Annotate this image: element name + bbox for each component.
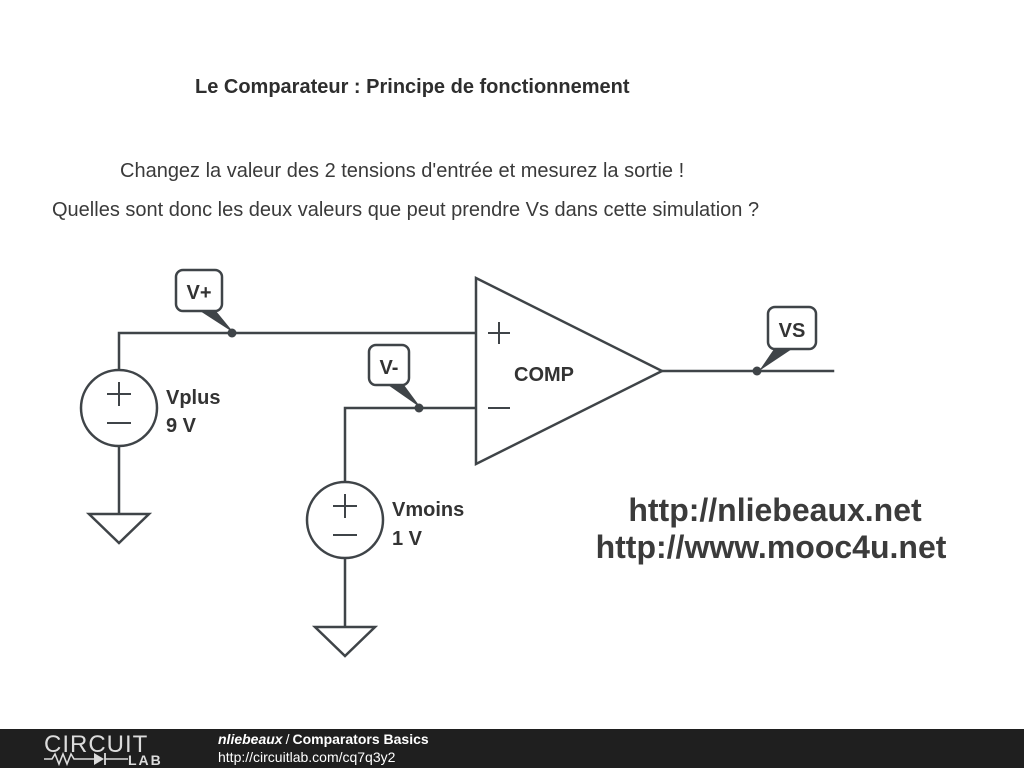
junction-dot <box>753 367 762 376</box>
probe-vplus[interactable] <box>176 270 234 333</box>
ground-icon <box>315 627 375 656</box>
footer-author[interactable]: nliebeaux <box>218 731 283 747</box>
vmoins-value[interactable]: 1 V <box>392 528 423 550</box>
vplus-value[interactable]: 9 V <box>166 415 197 437</box>
circuitlab-logo-bottom: LAB <box>128 752 163 768</box>
probe-vminus[interactable] <box>369 345 421 408</box>
probe-vs[interactable] <box>759 307 816 371</box>
probe-vs-label: VS <box>778 320 806 342</box>
ground-icon <box>89 514 149 543</box>
wire-vplus-net <box>119 333 476 370</box>
instruction-line-1: Changez la valeur des 2 tensions d'entrée et mesurez la sortie ! <box>120 160 685 182</box>
instruction-line-2: Quelles sont donc les deux valeurs que peut prendre Vs dans cette simulation ? <box>52 199 760 221</box>
footer-circuit-name[interactable]: Comparators Basics <box>292 731 429 747</box>
circuitlab-logo-wave-icon <box>44 750 128 766</box>
slide-title: Le Comparateur : Principe de fonctionnement <box>195 76 630 98</box>
probe-vminus-label: V- <box>379 357 399 379</box>
comparator-label: COMP <box>514 364 574 386</box>
probe-vplus-label: V+ <box>186 282 212 304</box>
comparator <box>476 278 662 464</box>
voltage-source-vmoins[interactable] <box>307 482 383 558</box>
voltage-source-vplus[interactable] <box>81 370 157 446</box>
junction-dot <box>415 404 424 413</box>
wire-vminus-net <box>345 408 476 483</box>
url-mooc4u: http://www.mooc4u.net <box>595 529 947 565</box>
circuitlab-logo-top[interactable]: CIRCUIT <box>44 731 149 758</box>
vmoins-name: Vmoins <box>392 499 465 521</box>
junction-dot <box>228 329 237 338</box>
footer-author-line <box>218 731 429 747</box>
footer-url[interactable]: http://circuitlab.com/cq7q3y2 <box>218 749 396 765</box>
url-nliebeaux: http://nliebeaux.net <box>628 492 922 528</box>
footer-separator: / <box>285 731 290 747</box>
vplus-name: Vplus <box>166 387 221 409</box>
